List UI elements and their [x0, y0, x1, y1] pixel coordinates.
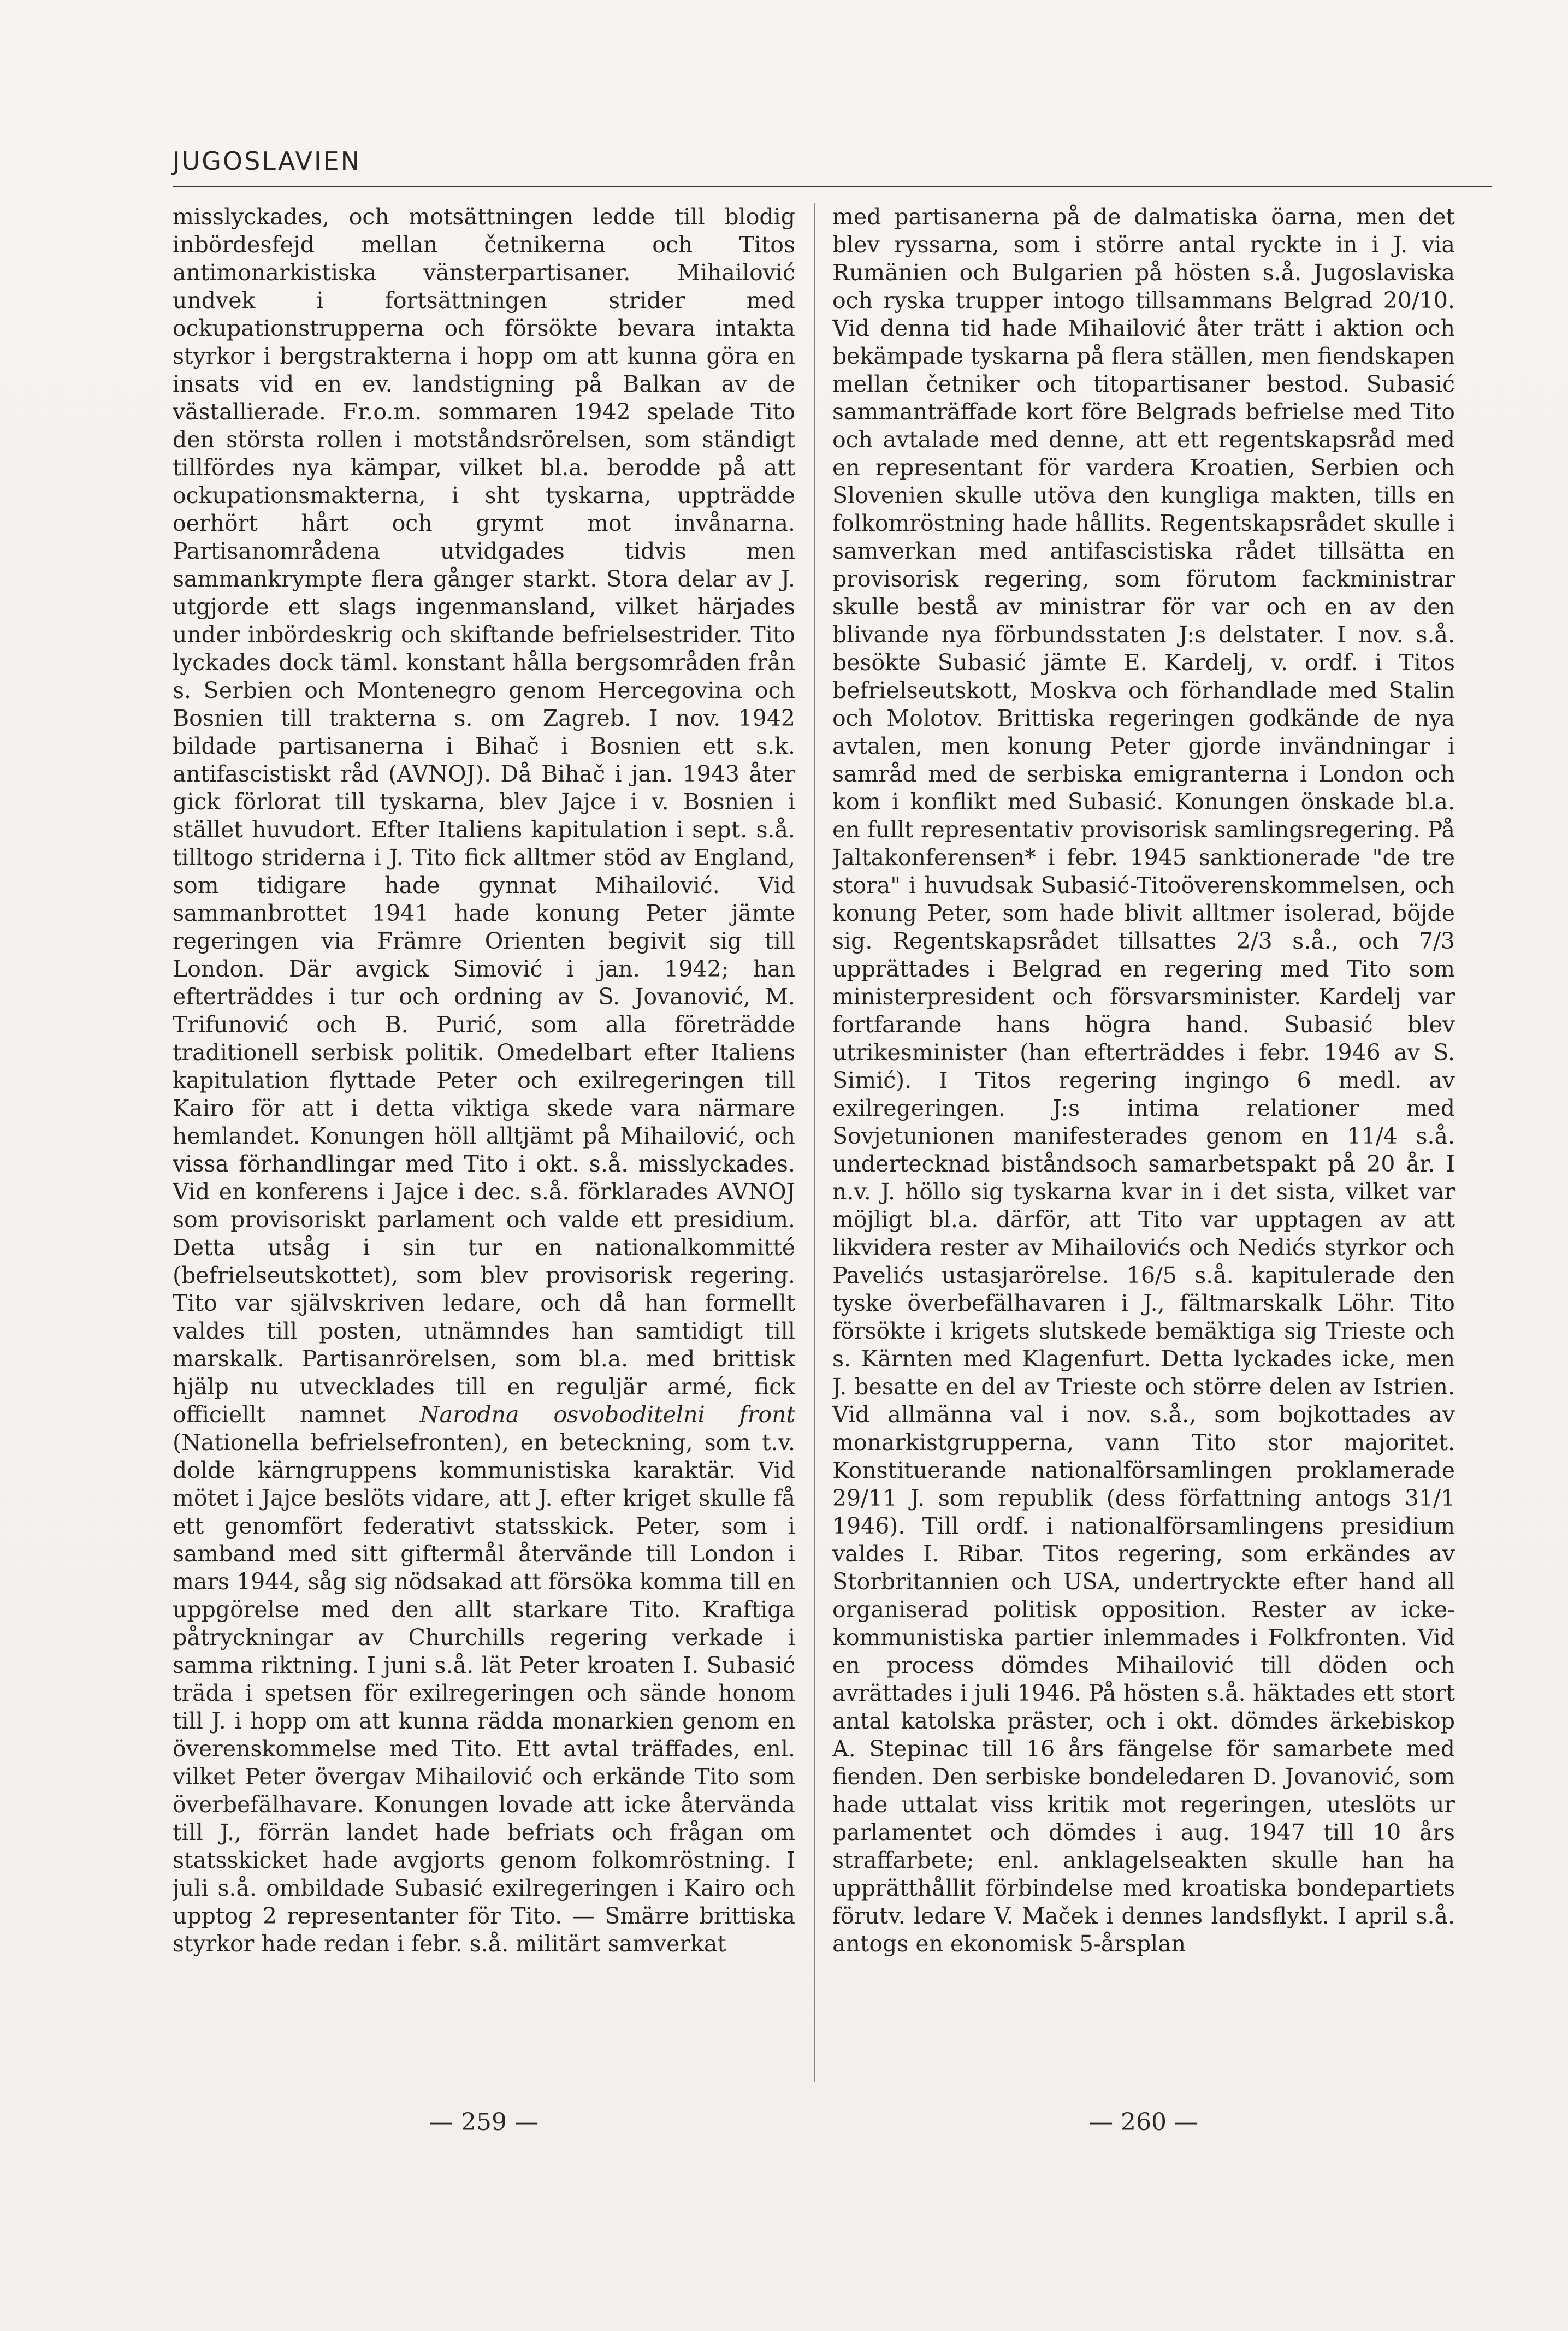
left-column-paragraph [173, 203, 795, 1958]
running-header: JUGOSLAVIEN [173, 146, 362, 176]
right-column-text: med partisanerna på de dalmatiska öarna, men det blev ryssarna, som i större antal ryckte in i J. via Rumänien och Bulgarien på hösten s.å. Jugoslaviska och ryska trupper intogo tillsammans Belgrad 20/10. Vid denna tid hade Mihailović åter trätt i aktion och bekämpade tyskarna på flera ställen, men fiendskapen mellan četniker och titopartisaner bestod. Subasić sammanträffade kort före Belgrads befrielse med Tito och avtalade med denne, att ett regentskapsråd med en representant för vardera Kroatien, Serbien och Slovenien skulle utöva den kungliga makten, tills en folkomröstning hade hållits. Regentskapsrådet skulle i samverkan med antifascistiska rådet tillsätta en provisorisk regering, som förutom fackministrar skulle bestå av ministrar för var och en av den blivande nya förbundsstaten J:s delstater. I nov. s.å. besökte Subasić jämte E. Kardelj, v. ordf. i Titos befrielseutskott, Moskva och förhandlade med Stalin och Molotov. Brittiska regeringen godkände de nya avtalen, men konung Peter gjorde invändningar i samråd med de serbiska emigranterna i London och kom i konflikt med Subasić. Konungen önskade bl.a. en fullt representativ provisorisk samlingsregering. På Jaltakonferensen* i febr. 1945 sanktionerade "de tre stora" i huvudsak Subasić-Titoöverenskommelsen, och konung Peter, som hade blivit alltmer isolerad, böjde sig. Regentskapsrådet tillsattes 2/3 s.å., och 7/3 upprättades i Belgrad en regering med Tito som ministerpresident och försvarsminister. Kardelj var fortfarande hans högra hand. Subasić blev utrikesminister (han efterträddes i febr. 1946 av S. Simić). I Titos regering ingingo 6 medl. av exilregeringen. J:s intima relationer med Sovjetunionen manifesterades genom en 11/4 s.å. undertecknad biståndsoch samarbetspakt på 20 år. I n.v. J. höllo sig tyskarna kvar in i det sista, vilket var möjligt bl.a. därför, att Tito var upptagen av att likvidera rester av Mihailovićs och Nedićs styrkor och Pavelićs ustasjarörelse. 16/5 s.å. kapitulerade den tyske överbefälhavaren i J., fältmarskalk Löhr. Tito försökte i krigets slutskede bemäktiga sig Trieste och s. Kärnten med Klagenfurt. Detta lyckades icke, men J. besatte en del av Trieste och större delen av Istrien. Vid allmänna val i nov. s.å., som bojkottades av monarkistgrupperna, vann Tito stor majoritet. Konstituerande nationalförsamlingen proklamerade 29/11 J. som republik (dess författning antogs 31/1 1946). Till ordf. i nationalförsamlingens presidium valdes I. Ribar. Titos regering, som erkändes av Storbritannien och USA, undertryckte efter hand all organiserad politisk opposition. Rester av icke-kommunistiska partier inlemmades i Folkfronten. Vid en process dömdes Mihailović till döden och avrättades i juli 1946. På hösten s.å. häktades ett stort antal katolska präster, och i okt. dömdes ärkebiskop A. Stepinac till 16 års fängelse för samarbete med fienden. Den serbiske bondeledaren D. Jovanović, som hade uttalat viss kritik mot regeringen, uteslöts ur parlamentet och dömdes i aug. 1947 till 10 års straffarbete; enl. anklagelseakten skulle han ha upprätthållit förbindelse med kroatiska bondepartiets förutv. ledare V. Maček i dennes landsflykt. I april s.å. antogs en ekonomisk 5-årsplan [832, 204, 1455, 1957]
left-column-text-continued: (Nationella befrielsefronten), en beteckning, som t.v. dolde kärngruppens kommunistiska karaktär. Vid mötet i Jajce beslöts vidare, att J. efter kriget skulle få ett genomfört federativt statsskick. Peter, som i samband med sitt giftermål återvände till London i mars 1944, såg sig nödsakad att försöka komma till en uppgörelse med den allt starkare Tito. Kraftiga påtryckningar av Churchills regering verkade i samma riktning. I juni s.å. lät Peter kroaten I. Subasić träda i spetsen för exilregeringen och sände honom till J. i hopp om att kunna rädda monarkien genom en överenskommelse med Tito. Ett avtal träffades, enl. vilket Peter övergav Mihailović och erkände Tito som överbefälhavare. Konungen lovade att icke återvända till J., förrän landet hade befriats och frågan om statsskicket hade avgjorts genom folkomröstning. I juli s.å. ombildade Subasić exilregeringen i Kairo och upptog 2 representanter för Tito. — Smärre brittiska styrkor hade redan i febr. s.å. militärt samverkat [173, 1429, 795, 1957]
left-column [173, 203, 795, 2082]
page-number-left: — 259 — [429, 2108, 539, 2136]
column-divider [814, 203, 815, 2082]
right-column-paragraph [832, 203, 1455, 1958]
header-rule [173, 186, 1492, 187]
left-column-italic-term: Narodna osvoboditelni front [419, 1401, 795, 1428]
page-number-right: — 260 — [1089, 2108, 1198, 2136]
left-column-text: misslyckades, och motsättningen ledde till blodig inbördesfejd mellan četnikerna och Titos antimonarkistiska vänsterpartisaner. Mihailović undvek i fortsättningen strider med ockupationstrupperna och försökte bevara intakta styrkor i bergstrakterna i hopp om att kunna göra en insats vid en ev. landstigning på Balkan av de västallierade. Fr.o.m. sommaren 1942 spelade Tito den största rollen i motståndsrörelsen, som ständigt tillfördes nya kämpar, vilket bl.a. berodde på att ockupationsmakterna, i sht tyskarna, uppträdde oerhört hårt och grymt mot invånarna. Partisanområdena utvidgades tidvis men sammankrympte flera gånger starkt. Stora delar av J. utgjorde ett slags ingenmansland, vilket härjades under inbördeskrig och skiftande befrielsestrider. Tito lyckades dock täml. konstant hålla bergsområden från s. Serbien och Montenegro genom Hercegovina och Bosnien till trakterna s. om Zagreb. I nov. 1942 bildade partisanerna i Bihač i Bosnien ett s.k. antifascistiskt råd (AVNOJ). Då Bihač i jan. 1943 åter gick förlorat till tyskarna, blev Jajce i v. Bosnien i stället huvudort. Efter Italiens kapitulation i sept. s.å. tilltogo striderna i J. Tito fick alltmer stöd av England, som tidigare hade gynnat Mihailović. Vid sammanbrottet 1941 hade konung Peter jämte regeringen via Främre Orienten begivit sig till London. Där avgick Simović i jan. 1942; han efterträddes i tur och ordning av S. Jovanović, M. Trifunović och B. Purić, som alla företrädde traditionell serbisk politik. Omedelbart efter Italiens kapitulation flyttade Peter och exilregeringen till Kairo för att i detta viktiga skede vara närmare hemlandet. Konungen höll alltjämt på Mihailović, och vissa förhandlingar med Tito i okt. s.å. misslyckades. Vid en konferens i Jajce i dec. s.å. förklarades AVNOJ som provisoriskt parlament och valde ett presidium. Detta utsåg i sin tur en nationalkommitté (befrielseutskottet), som blev provisorisk regering. Tito var självskriven ledare, och då han formellt valdes till posten, utnämndes han samtidigt till marskalk. Partisanrörelsen, som bl.a. med brittisk hjälp nu utvecklades till en reguljär armé, fick officiellt namnet [173, 204, 795, 1428]
right-column [832, 203, 1455, 2082]
